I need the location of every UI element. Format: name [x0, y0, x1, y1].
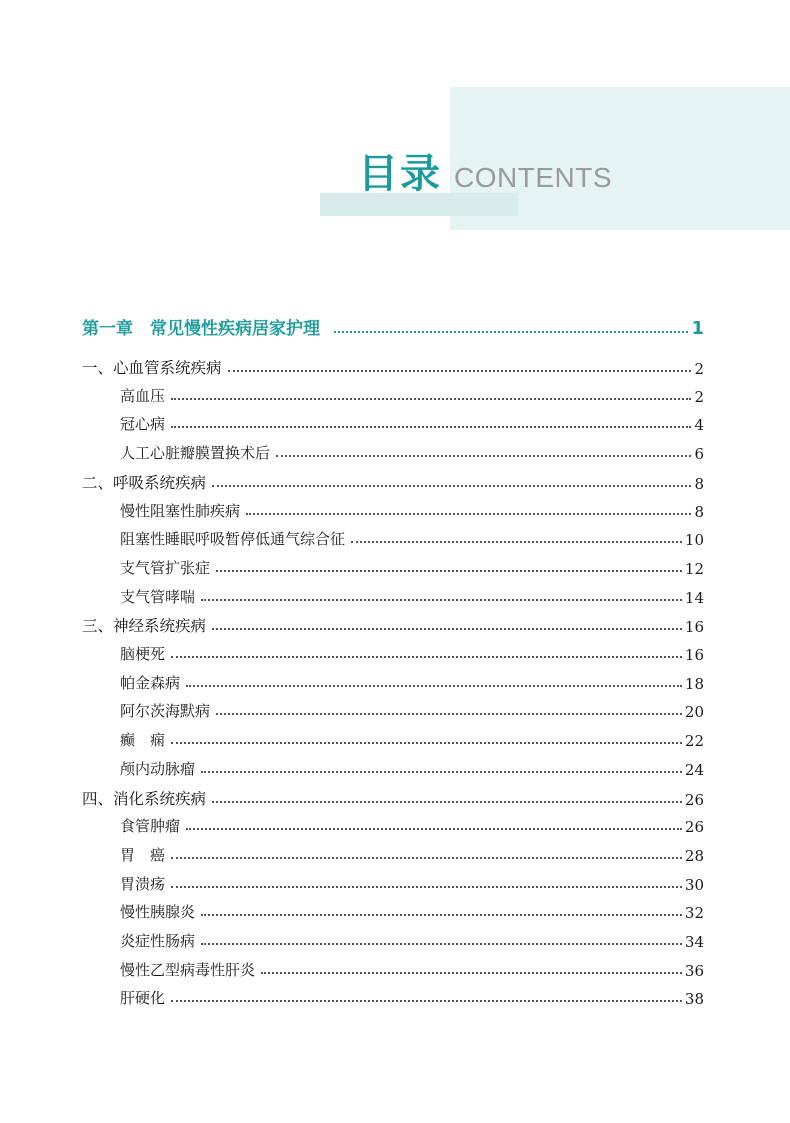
item-label: 人工心脏瓣膜置换术后	[120, 444, 271, 463]
dot-leader	[216, 712, 682, 715]
toc-section-row[interactable]	[82, 614, 704, 636]
toc-item-row[interactable]	[82, 844, 704, 865]
item-label: 肝硬化	[120, 989, 166, 1008]
item-page-number: 4	[694, 416, 704, 435]
item-page-number: 26	[684, 818, 704, 837]
dot-leader	[228, 369, 692, 372]
toc-item-row[interactable]	[82, 959, 704, 980]
toc-item-row[interactable]	[82, 442, 704, 463]
toc-item-row[interactable]	[82, 528, 704, 549]
toc-section-row[interactable]	[82, 787, 704, 809]
dot-leader	[246, 512, 691, 515]
section-page-number: 2	[694, 360, 704, 378]
dot-leader	[186, 684, 682, 687]
dot-leader	[334, 330, 688, 333]
dot-leader	[351, 540, 682, 543]
item-label: 慢性阻塞性肺疾病	[120, 501, 241, 520]
section-page-number: 26	[684, 790, 704, 809]
toc-item-row[interactable]	[82, 700, 704, 721]
toc-item-row[interactable]	[82, 873, 704, 894]
item-label: 食管肿瘤	[120, 817, 181, 836]
toc-section-row[interactable]	[82, 356, 704, 378]
dot-leader	[171, 999, 682, 1002]
page-title	[358, 142, 612, 199]
dot-leader	[212, 627, 682, 630]
dot-leader	[186, 827, 682, 830]
dot-leader	[201, 598, 682, 601]
item-page-number: 6	[694, 445, 704, 464]
item-page-number: 20	[684, 703, 704, 722]
dot-leader	[212, 800, 682, 803]
item-page-number: 34	[684, 933, 704, 951]
item-page-number: 8	[694, 502, 704, 521]
item-label: 颅内动脉瘤	[120, 759, 196, 778]
item-label: 脑梗死	[120, 645, 166, 663]
title-chinese: 目录	[358, 151, 442, 197]
toc-chapter-row[interactable]	[82, 314, 704, 339]
section-page-number: 16	[684, 618, 704, 637]
section-label: 一、心血管系统疾病	[82, 359, 222, 377]
dot-leader	[171, 655, 682, 658]
item-label: 炎症性肠病	[120, 932, 196, 950]
dot-leader	[201, 770, 682, 773]
item-label: 支气管哮喘	[120, 587, 196, 606]
dot-leader	[171, 856, 682, 859]
item-page-number: 10	[684, 531, 704, 550]
item-label: 阿尔茨海默病	[120, 702, 211, 721]
title-english: CONTENTS	[454, 162, 612, 193]
dot-leader	[171, 425, 691, 428]
item-label: 阻塞性睡眠呼吸暂停低通气综合征	[120, 530, 346, 549]
item-label: 支气管扩张症	[120, 558, 211, 577]
item-label: 帕金森病	[120, 673, 181, 692]
chapter-label: 第一章 常见慢性疾病居家护理	[82, 319, 320, 339]
item-page-number: 32	[684, 904, 704, 923]
item-page-number: 2	[694, 387, 704, 406]
item-page-number: 16	[684, 646, 704, 664]
toc-item-row[interactable]	[82, 385, 704, 406]
item-page-number: 38	[684, 990, 704, 1009]
item-label: 冠心病	[120, 415, 166, 434]
toc-item-row[interactable]	[82, 557, 704, 578]
dot-leader	[212, 484, 691, 487]
item-page-number: 36	[684, 961, 704, 980]
dot-leader	[171, 741, 682, 744]
toc-item-row[interactable]	[82, 643, 704, 664]
dot-leader	[276, 454, 691, 457]
toc-item-row[interactable]	[82, 413, 704, 434]
toc-item-row[interactable]	[82, 815, 704, 836]
item-page-number: 18	[684, 674, 704, 693]
section-page-number: 8	[694, 474, 704, 493]
item-page-number: 28	[684, 846, 704, 865]
toc-item-row[interactable]	[82, 500, 704, 521]
dot-leader	[261, 971, 682, 974]
dot-leader	[216, 569, 682, 572]
toc-item-row[interactable]	[82, 987, 704, 1008]
item-label: 慢性胰腺炎	[120, 903, 196, 922]
item-page-number: 22	[684, 732, 704, 751]
item-label: 高血压	[120, 386, 166, 405]
item-label: 慢性乙型病毒性肝炎	[120, 960, 256, 979]
item-page-number: 30	[684, 875, 704, 894]
toc-item-row[interactable]	[82, 586, 704, 607]
item-label: 癫 痫	[120, 731, 166, 750]
toc-item-row[interactable]	[82, 930, 704, 951]
chapter-page-number: 1	[691, 318, 704, 339]
section-label: 四、消化系统疾病	[82, 789, 207, 808]
section-label: 三、神经系统疾病	[82, 617, 207, 636]
item-page-number: 14	[684, 588, 704, 607]
toc-item-row[interactable]	[82, 729, 704, 750]
toc-item-row[interactable]	[82, 672, 704, 693]
item-page-number: 24	[684, 760, 704, 779]
dot-leader	[171, 885, 682, 888]
section-label: 二、呼吸系统疾病	[82, 473, 207, 492]
item-page-number: 12	[684, 559, 704, 578]
item-label: 胃 癌	[120, 845, 166, 864]
dot-leader	[201, 942, 682, 945]
toc-section-row[interactable]	[82, 471, 704, 493]
toc-item-row[interactable]	[82, 901, 704, 922]
item-label: 胃溃疡	[120, 874, 166, 893]
dot-leader	[201, 913, 682, 916]
dot-leader	[171, 397, 691, 400]
toc-item-row[interactable]	[82, 758, 704, 779]
